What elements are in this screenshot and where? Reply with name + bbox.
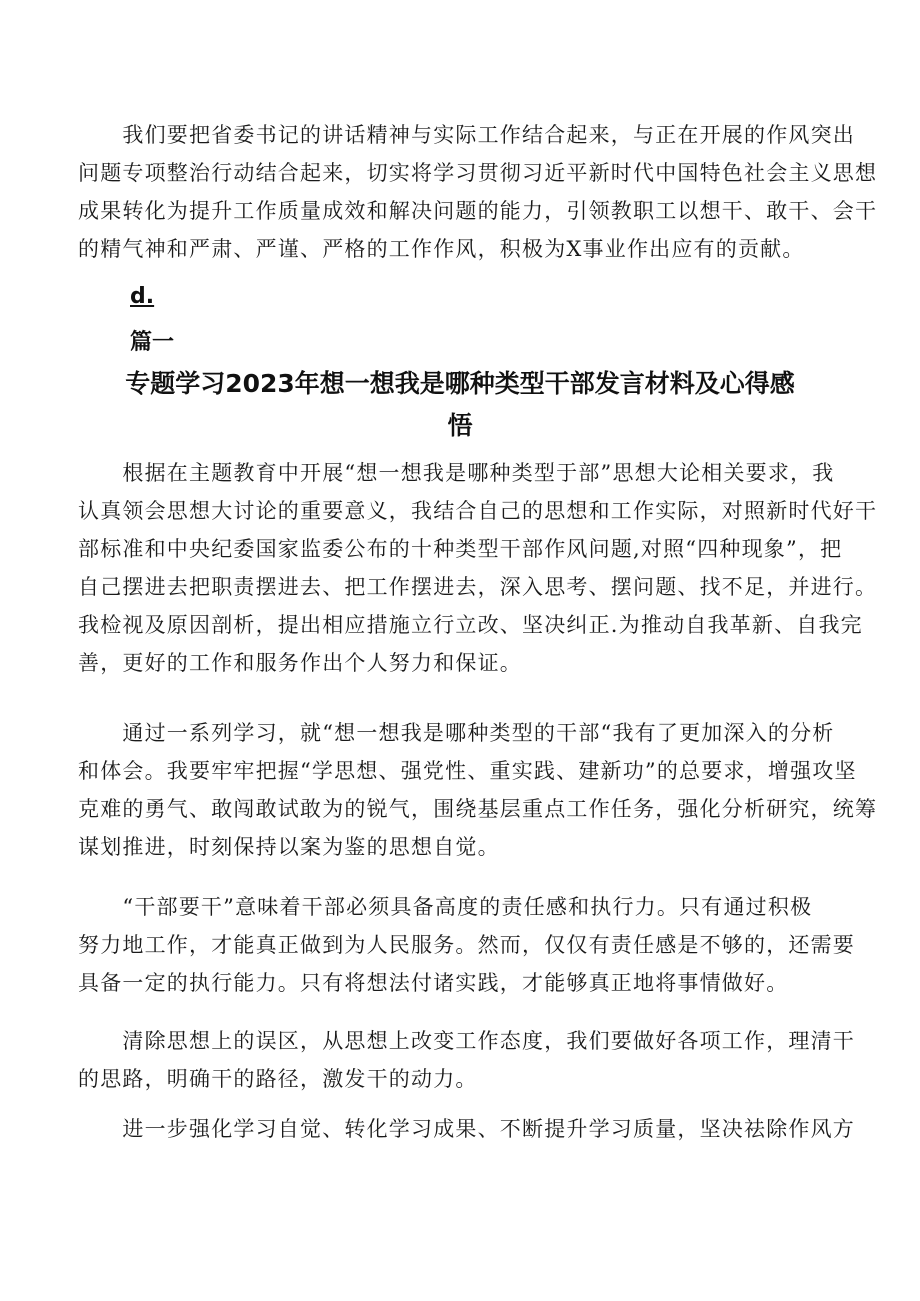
section-label: 篇一 [130, 330, 175, 355]
text-line: 进一步强化学习自觉、转化学习成果、不断提升学习质量，坚决祛除作风方 [78, 1117, 855, 1141]
text-line: 善，更好的工作和服务作出个人努力和保证。 [78, 651, 522, 675]
body-paragraph-5 [78, 1110, 858, 1148]
text-line: 我检视及原因剖析，提出相应措施立行立改、坚决纠正.为推动自我革新、自我完 [78, 613, 863, 637]
text-line: “干部要干”意味着干部必须具备高度的责任感和执行力。只有通过积极 [78, 895, 813, 919]
body-paragraph-4 [78, 1022, 858, 1098]
text-line: 克难的勇气、敢闯敢试敢为的锐气，围绕基层重点工作任务，强化分析研究，统筹 [78, 797, 878, 821]
text-line: 具备一定的执行能力。只有将想法付诸实践，才能够真正地将事情做好。 [78, 971, 789, 995]
body-paragraph-3 [78, 888, 858, 1002]
text-line: 谋划推进，时刻保持以案为鉴的思想自觉。 [78, 835, 500, 859]
text-line: 通过一系列学习，就“想一想我是哪种类型的干部“我有了更加深入的分析 [78, 721, 835, 745]
list-marker-d: d. [130, 284, 155, 309]
text-line: 努力地工作，才能真正做到为人民服务。然而，仅仅有责任感是不够的，还需要 [78, 933, 855, 957]
text-line: 的精气神和严肃、严谨、严格的工作作风，积极为X事业作出应有的贡献。 [78, 237, 805, 261]
text-line: 根据在主题教育中开展“想一想我是哪种类型于部”思想大论相关要求，我 [78, 461, 835, 485]
document-title [60, 363, 860, 447]
text-line: 的思路，明确干的路径，激发干的动力。 [78, 1067, 478, 1091]
text-line: 清除思想上的误区，从思想上改变工作态度，我们要做好各项工作，理清干 [78, 1029, 855, 1053]
text-line: 成果转化为提升工作质量成效和解决问题的能力，引领教职工以想干、敢干、会干 [78, 199, 878, 223]
text-line: 部标准和中央纪委国家监委公布的十种类型干部作风问题,对照“四种现象”，把 [78, 537, 843, 561]
intro-paragraph [78, 116, 878, 268]
text-line: 和体会。我要牢牢把握“学思想、强党性、重实践、建新功”的总要求，增强攻坚 [78, 759, 857, 783]
title-line-2: 悟 [447, 411, 473, 440]
text-line: 我们要把省委书记的讲话精神与实际工作结合起来，与正在开展的作风突出 [78, 123, 855, 147]
text-line: 自己摆进去把职责摆进去、把工作摆进去，深入思考、摆问题、找不足，并进行。 [78, 575, 878, 599]
body-paragraph-2 [78, 714, 878, 866]
text-line: 认真领会思想大讨论的重要意义，我结合自己的思想和工作实际，对照新时代好干 [78, 499, 878, 523]
text-line: 问题专项整治行动结合起来，切实将学习贯彻习近平新时代中国特色社会主义思想 [78, 161, 878, 185]
body-paragraph-1 [78, 454, 878, 682]
title-line-1: 专题学习2023年想一想我是哪种类型干部发言材料及心得感 [125, 369, 795, 398]
